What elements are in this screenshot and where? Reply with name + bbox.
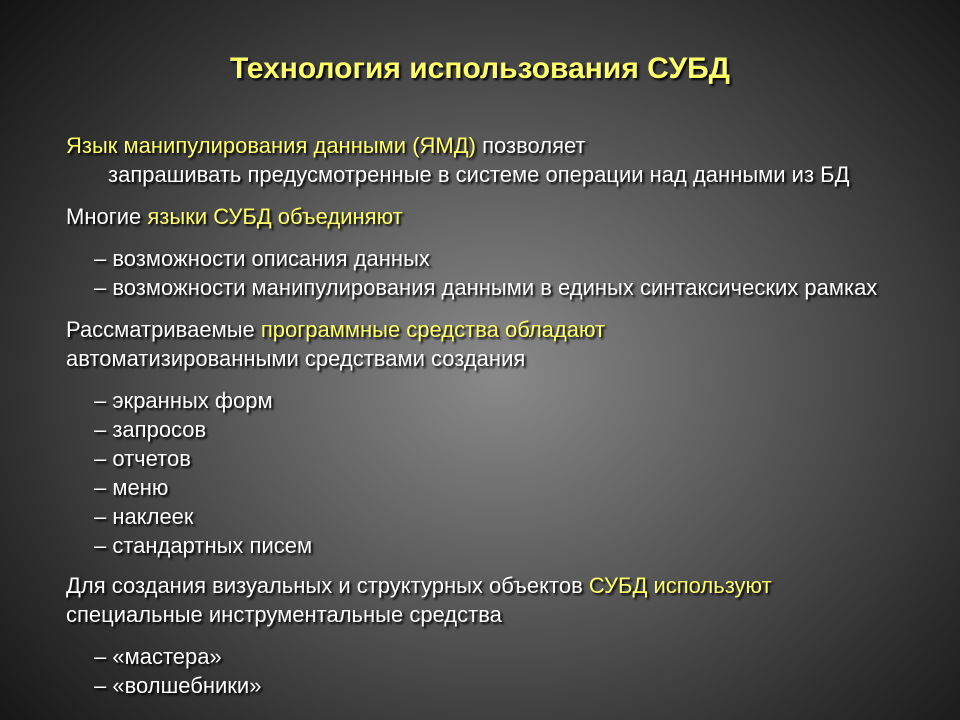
paragraph-3-highlight: программные средства обладают bbox=[260, 317, 606, 342]
paragraph-4-line-1 bbox=[66, 573, 772, 599]
list-item: – «волшебники» bbox=[94, 673, 262, 698]
list-item: – возможности описания данных bbox=[94, 246, 430, 271]
list-item: – «мастера» bbox=[94, 644, 222, 669]
list-item: – меню bbox=[94, 475, 169, 500]
list-item: – возможности манипулирования данными в единых синтаксических рамках bbox=[94, 275, 878, 300]
paragraph-1-highlight: Язык манипулирования данными (ЯМД) bbox=[66, 133, 476, 158]
list-item: – экранных форм bbox=[94, 388, 273, 413]
list-item: – наклеек bbox=[94, 504, 194, 529]
paragraph-1-line-2: запрашивать предусмотренные в системе операции над данными из БД bbox=[108, 162, 850, 187]
slide-title: Технология использования СУБД bbox=[229, 52, 731, 85]
paragraph-3-line-1 bbox=[66, 317, 605, 343]
list-item: – отчетов bbox=[94, 446, 191, 471]
paragraph-2-highlight: языки СУБД объединяют bbox=[147, 204, 403, 229]
paragraph-2-lead: Многие bbox=[66, 204, 148, 229]
paragraph-1-text: позволяет bbox=[475, 133, 586, 158]
paragraph-4-highlight: СУБД используют bbox=[588, 573, 772, 598]
paragraph-4-line-2: специальные инструментальные средства bbox=[66, 602, 502, 627]
paragraph-3-lead: Рассматриваемые bbox=[66, 317, 261, 342]
paragraph-3-line-2: автоматизированными средствами создания bbox=[66, 346, 526, 371]
list-item: – запросов bbox=[94, 417, 207, 442]
paragraph-2-line-1 bbox=[66, 204, 403, 230]
paragraph-4-lead: Для создания визуальных и структурных объектов bbox=[66, 573, 589, 598]
paragraph-1-line-1 bbox=[66, 133, 586, 159]
list-item: – стандартных писем bbox=[94, 533, 313, 558]
